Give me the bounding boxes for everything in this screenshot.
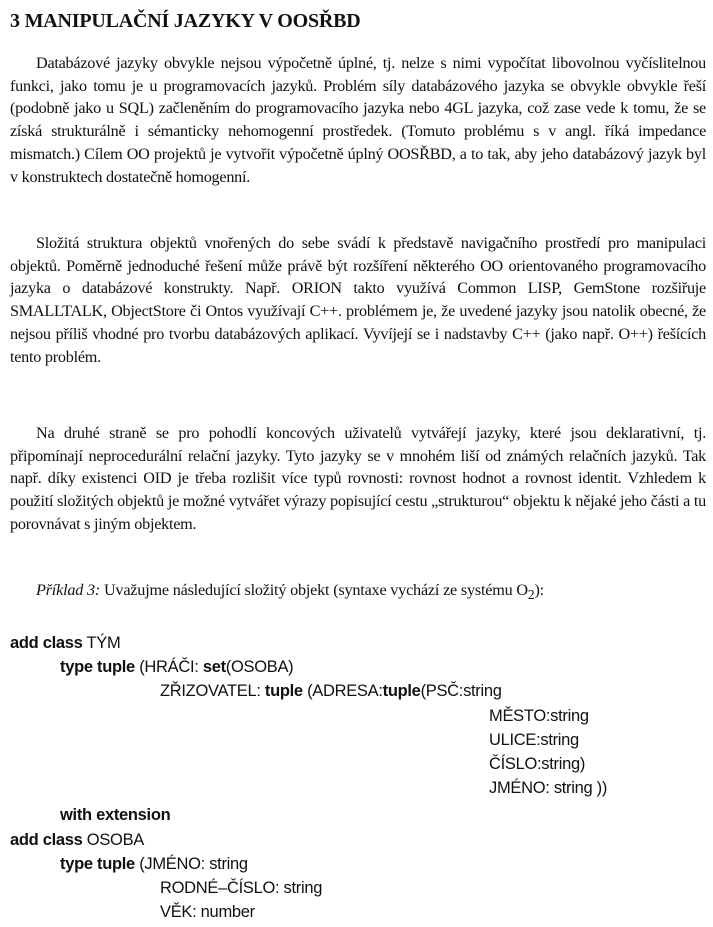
code-text: OSOBA (82, 831, 144, 849)
code-text: (HRÁČI: (134, 658, 203, 676)
code-keyword: add class (10, 831, 83, 849)
code-text: TÝM (82, 634, 121, 652)
code-text: (ADRESA: (302, 682, 383, 700)
code-text: (PSČ:string (420, 682, 502, 700)
code-line-12: VĚK: number (160, 903, 255, 921)
paragraph-2: Složitá struktura objektů vnořených do sebe svádí k představě navigačního prostředí pro manipulaci objektů. Poměrně jednoduché řešení může právě být rozšíření některého OO orientovaného programovacího jazyka o databázové konstrukty. Např. ORION takto využívá Common LISP, GemStone rozšiřuje SMALLTALK, ObjectStore či Ontos využívají C++. problémem je, že uvedené jazyky jsou natolik obecné, že nejsou příliš vhodné pro tvorbu databázových aplikací. Vyvíjejí se i nadstavby C++ (jako např. O++) řešících tento problém. (10, 234, 706, 366)
code-line-7: JMÉNO: string )) (489, 779, 608, 797)
example-text: Uvažujme následující složitý objekt (syntaxe vychází ze systému O (100, 581, 528, 599)
code-keyword: tuple (264, 682, 303, 700)
code-line-6: ČÍSLO:string) (489, 755, 586, 773)
paragraph-3: Na druhé straně se pro pohodlí koncových uživatelů vytvářejí jazyky, které jsou deklarativní, tj. připomínají neprocedurální relační jazyky. Tyto jazyky se v mnohém liší od známých relačních jazyků. Tak např. díky existenci OID je třeba rozlišit více typů rovnosti: rovnost hodnot a rovnost identit. Vzhledem k použití složitých objektů je možné vytvářet výrazy popisující cestu „strukturou“ objektu k nějaké jeho části a tu porovnávat s jiným objektem. (10, 424, 706, 533)
code-keyword: set (202, 658, 226, 676)
code-line-1 (10, 634, 120, 653)
code-line-4: MĚSTO:string (489, 707, 589, 725)
example-subscript: 2 (527, 587, 535, 603)
example-label: Příklad 3: (36, 581, 101, 599)
code-text: ZŘIZOVATEL: (160, 682, 265, 700)
code-line-11: RODNÉ–ČÍSLO: string (160, 879, 323, 897)
code-text: (OSOBA) (225, 658, 294, 676)
code-line-8 (60, 806, 170, 825)
code-line-5: ULICE:string (489, 731, 579, 749)
code-line-9 (10, 831, 144, 850)
example-tail: ): (534, 581, 544, 599)
code-keyword: tuple (382, 682, 421, 700)
code-keyword: type tuple (60, 855, 135, 873)
section-heading: 3 MANIPULAČNÍ JAZYKY V OOSŘBD (10, 10, 361, 32)
code-line-2 (60, 658, 293, 677)
code-keyword: type tuple (60, 658, 135, 676)
paragraph-1: Databázové jazyky obvykle nejsou výpočetně úplné, tj. nelze s nimi vypočítat libovolnou vyčíslitelnou funkci, jako tomu je u programovacích jazyků. Problém síly databázového jazyka se obvykle obvykle řeší (podobně jako u SQL) začleněním do programovacího jazyka nebo 4GL jazyka, což zase vede k tomu, že se získá strukturálně i sémanticky nehomogenní prostředek. (Tomuto problému s v angl. říká impedance mismatch.) Cílem OO projektů je vytvořit výpočetně úplný OOSŘBD, a to tak, aby jeho databázový jazyk byl v konstruktech dostatečně homogenní. (10, 54, 706, 186)
code-text: (JMÉNO: string (134, 855, 248, 873)
code-line-3 (160, 682, 502, 701)
code-line-10 (60, 855, 248, 874)
code-keyword: with extension (60, 806, 171, 824)
code-keyword: add class (10, 634, 83, 652)
